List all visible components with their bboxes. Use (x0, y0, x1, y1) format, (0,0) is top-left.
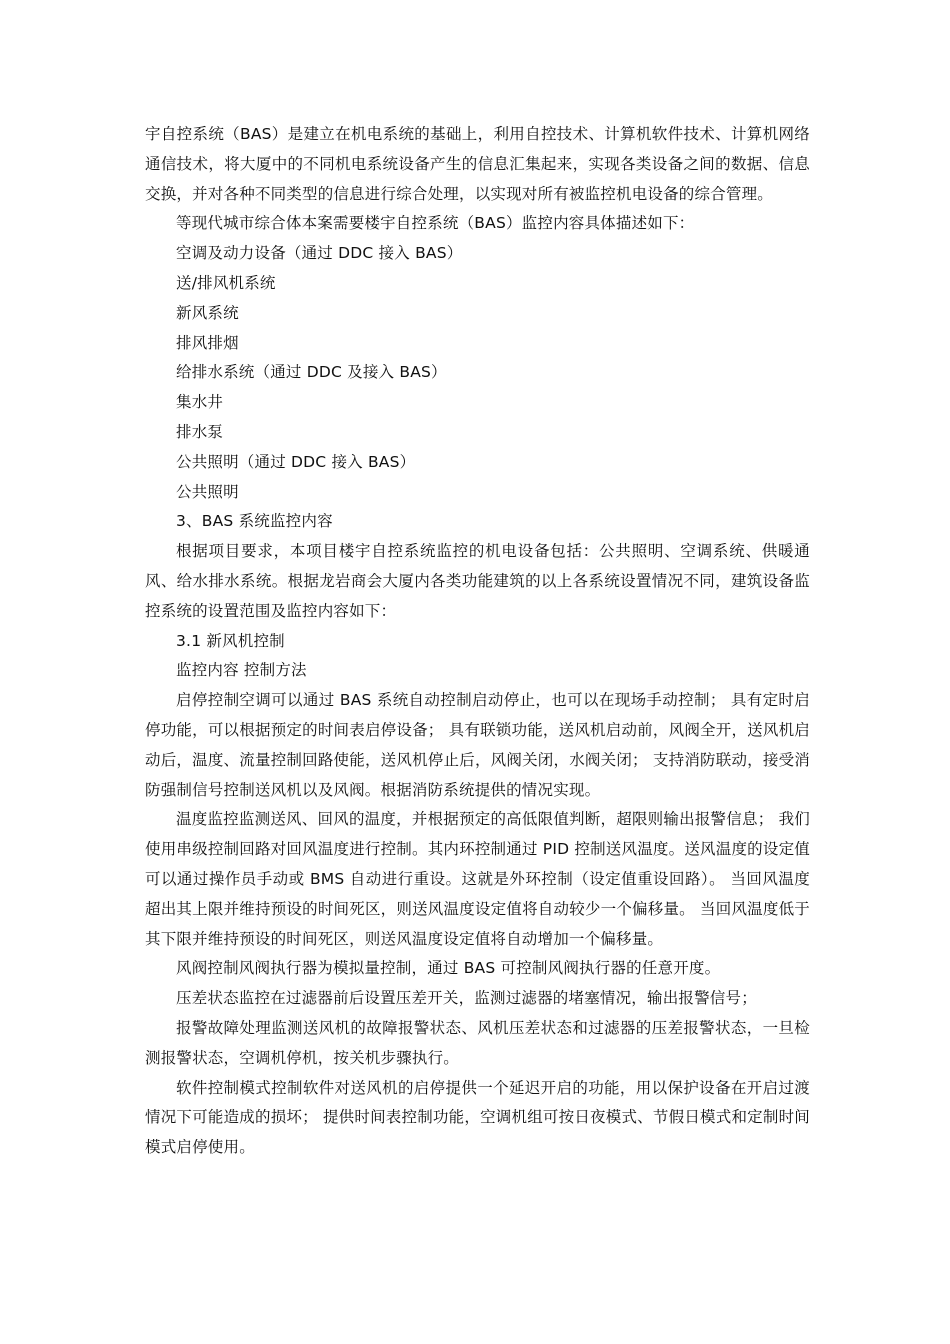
paragraph-alarm-handling: 报警故障处理监测送风机的故障报警状态、风机压差状态和过滤器的压差报警状态，一旦检测报警状态，空调机停机，按关机步骤执行。 (145, 1018, 810, 1067)
section-heading-bas-monitoring: 3、BAS 系统监控内容 (176, 512, 333, 531)
paragraph-monitoring-intro: 等现代城市综合体本案需要楼宇自控系统（BAS）监控内容具体描述如下： (176, 214, 695, 233)
table-header-monitoring-method: 监控内容 控制方法 (176, 661, 307, 680)
list-item-sump-pit: 集水井 (176, 393, 224, 412)
paragraph-start-stop-control: 启停控制空调可以通过 BAS 系统自动控制启动停止，也可以在现场手动控制； 具有定时启停功能，可以根据预定的时间表启停设备； 具有联锁功能，送风机启动前，风阀全开，送风机启动后，温度、流量控制回路使能，送风机停止后，风阀关闭，水阀关闭； 支持消防联动，接受消防强制信号控制送风机以及风阀。根据消防系统提供的情况实现。 (145, 691, 810, 799)
paragraph-bas-intro: 宇自控系统（BAS）是建立在机电系统的基础上，利用自控技术、计算机软件技术、计算机网络通信技术，将大厦中的不同机电系统设备产生的信息汇集起来，实现各类设备之间的数据、信息交换，并对各种不同类型的信息进行综合处理，以实现对所有被监控机电设备的综合管理。 (145, 125, 810, 203)
list-item-water-system: 给排水系统（通过 DDC 及接入 BAS） (176, 363, 447, 382)
list-item-fresh-air: 新风系统 (176, 303, 239, 322)
list-item-supply-exhaust-fan: 送/排风机系统 (176, 273, 276, 292)
paragraph-pressure-monitoring: 压差状态监控在过滤器前后设置压差开关，监测过滤器的堵塞情况，输出报警信号； (176, 989, 757, 1008)
paragraph-software-control: 软件控制模式控制软件对送风机的启停提供一个延迟开启的功能，用以保护设备在开启过渡情况下可能造成的损坏； 提供时间表控制功能，空调机组可按日夜模式、节假日模式和定制时间模式启停使用。 (145, 1078, 810, 1157)
list-item-public-lighting: 公共照明 (176, 482, 239, 501)
subsection-heading-fresh-air-control: 3.1 新风机控制 (176, 631, 285, 650)
paragraph-project-requirements: 根据项目要求，本项目楼宇自控系统监控的机电设备包括：公共照明、空调系统、供暖通风、给水排水系统。根据龙岩商会大厦内各类功能建筑的以上各系统设置情况不同，建筑设备监控系统的设置范围及监控内容如下： (145, 542, 810, 620)
list-item-hvac-power: 空调及动力设备（通过 DDC 接入 BAS） (176, 244, 463, 263)
document-body (145, 120, 810, 1163)
list-item-drain-pump: 排水泵 (176, 422, 224, 441)
list-item-public-lighting-ddc: 公共照明（通过 DDC 接入 BAS） (176, 452, 416, 471)
paragraph-temperature-monitoring: 温度监控监测送风、回风的温度，并根据预定的高低限值判断，超限则输出报警信息； 我们使用串级控制回路对回风温度进行控制。其内环控制通过 PID 控制送风温度。送风温度的设定值可以通过操作员手动或 BMS 自动进行重设。这就是外环控制（设定值重设回路）。 当回风温度超出其上限并维持预设的时间死区，则送风温度设定值将自动较少一个偏移量。 当回风温度低于其下限并维持预设的时间死区，则送风温度设定值将自动增加一个偏移量。 (145, 810, 810, 948)
paragraph-damper-control: 风阀控制风阀执行器为模拟量控制，通过 BAS 可控制风阀执行器的任意开度。 (176, 959, 721, 978)
list-item-smoke-exhaust: 排风排烟 (176, 333, 239, 352)
